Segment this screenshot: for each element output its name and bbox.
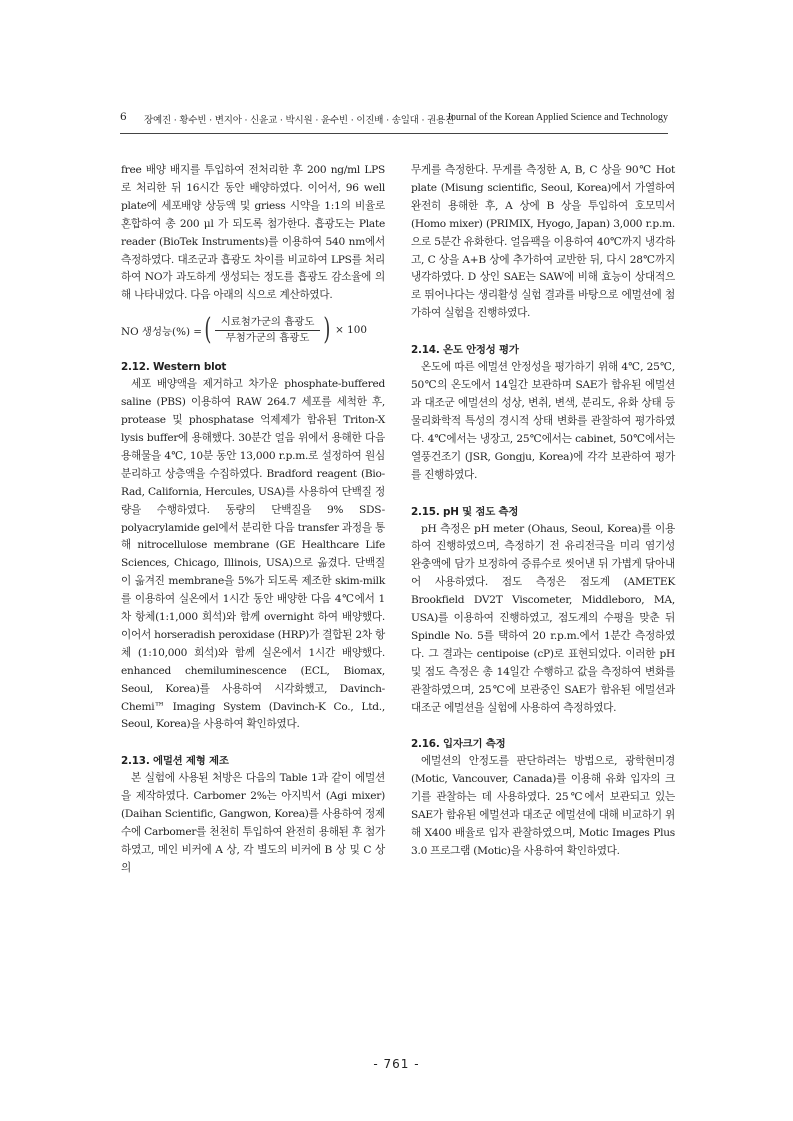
paragraph-emulsion-cont: 무게를 측정한다. 무게를 측정한 A, B, C 상을 90℃ Hot plate (Misung scientific, Seoul, Korea)에서 가열하여 완전히 용해한 후, A 상에 B 상을 투입하여 호모믹서 (Homo mixer) (PRIMIX, Hyogo, Japan) 3,000 r.p.m.으로 5분간 유화한다. 얼음팩을 이용하여 40℃까지 냉각하고, C 상을 A+B 상에 추가하여 교반한 뒤, 다시 28℃까지 냉각하였다. D 상인 SAE는 SAW에 비해 효능이 상대적으로 뛰어나다는 생리활성 실험 결과를 바탕으로 에멀션에 첨가하여 실험을 진행하였다. — [411, 164, 675, 320]
paragraph-particle-size: 에멀션의 안정도를 판단하려는 방법으로, 광학현미경 (Motic, Vancouver, Canada)를 이용해 유화 입자의 크기를 관찰하는 데 사용하였다. 25℃에서 보관되고 있는 SAE가 함유된 에멀션과 대조군 에멀션에 대해 비교하기 위해 X400 배율로 입자 관찰하였으며, Motic Images Plus 3.0 프로그램 (Motic)을 사용하여 확인하였다. — [411, 755, 675, 857]
heading-2-14: 2.14. 온도 안정성 평가 — [411, 344, 519, 357]
page-number-footer: - 761 - — [373, 1057, 420, 1071]
paragraph-emulsion-prep: 본 실험에 사용된 처방은 다음의 Table 1과 같이 에멀션을 제작하였다. Carbomer 2%는 아지빅서 (Agi mixer) (Daihan Scientific, Gangwon, Korea)를 사용하여 정제수에 Carbomer를 천천히 투입하여 완전히 용해된 후 첨가하였고, 메인 비커에 A 상, 각 별도의 비커에 B 상 및 C 상의 — [121, 772, 385, 874]
heading-2-16: 2.16. 입자크기 측정 — [411, 738, 506, 751]
left-column — [121, 162, 385, 878]
header-page-number: 6 — [120, 111, 127, 123]
header-rule — [120, 133, 668, 134]
paragraph-western-blot: 세포 배양액을 제거하고 차가운 phosphate-buffered saline (PBS) 이용하여 RAW 264.7 세포를 세척한 후, protease 및 phosphatase 억제제가 함유된 Triton-X lysis buffer에 용해했다. 30분간 얼음 위에서 용해한 다음 용해물을 4℃, 10분 동안 13,000 r.p.m.로 설정하여 원심분리하고 상층액을 수집하였다. Bradford reagent (Bio-Rad, California, Hercules, USA)를 사용하여 단백질 정량을 수행하였다. 동량의 단백질을 9% SDS-polyacrylamide gel에서 분리한 다음 transfer 과정을 통해 nitrocellulose membrane (GE Healthcare Life Sciences, Chicago, Illinois, USA)으로 옮겼다. 단백질이 옮겨진 membrane을 5%가 되도록 제조한 skim-milk를 이용하여 실온에서 1시간 동안 배양한 다음 4℃에서 1차 항체(1:1,000 희석)와 함께 overnight 하여 배양했다. 이어서 horseradish peroxidase (HRP)가 결합된 2차 항체 (1:10,000 희석)와 함께 실온에서 1시간 배양했다. enhanced chemiluminescence (ECL, Biomax, Seoul, Korea)를 사용하여 시각화했고, Davinch-Chemi™ Imaging System (Davinch-K Co., Ltd., Seoul, Korea)을 사용하여 확인하였다. — [121, 378, 385, 731]
formula-rhs: × 100 — [335, 324, 367, 337]
header-journal-title: Journal of the Korean Applied Science and Technology — [447, 112, 668, 123]
heading-2-15: 2.15. pH 및 점도 측정 — [411, 505, 519, 518]
paragraph-no-assay: free 배양 배지를 투입하여 전처리한 후 200 ng/ml LPS로 처리한 뒤 16시간 동안 배양하였다. 이어서, 96 well plate에 세포배양 상등액 및 griess 시약을 1:1의 비율로 혼합하여 총 200 μl 가 되도록 첨가한다. 흡광도는 Plate reader (BioTek Instruments)를 이용하여 540 nm에서 측정하였다. 대조군과 흡광도 차이를 비교하여 LPS를 처리하여 NO가 과도하게 생성되는 정도를 흡광도 감소율에 의해 나타내었다. 다음 아래의 식으로 계산하였다. — [121, 164, 385, 302]
formula-lhs: NO 생성능(%) = — [121, 325, 203, 338]
formula-numerator: 시료첨가군의 흡광도 — [220, 315, 315, 328]
right-paren: ) — [323, 312, 331, 348]
heading-2-12: 2.12. Western blot — [121, 361, 227, 374]
formula-fraction — [215, 315, 321, 346]
header-authors: 장예진 · 황수빈 · 변지아 · 신윤교 · 박시원 · 윤수빈 · 이진배 · 송일대 · 권용진 — [144, 115, 455, 126]
no-production-formula — [121, 310, 385, 350]
heading-2-13: 2.13. 에멀션 제형 제조 — [121, 755, 229, 768]
formula-denominator: 무첨가군의 흡광도 — [225, 331, 310, 344]
running-header — [120, 111, 668, 129]
left-paren: ( — [204, 312, 212, 348]
paragraph-temp-stability: 온도에 따른 에멀션 안정성을 평가하기 위해 4℃, 25℃, 50℃의 온도에서 14일간 보관하며 SAE가 함유된 에멀션과 대조군 에멀션의 성상, 변취, 변색, 분리도, 유화 상태 등 물리화학적 특성의 경시적 상태 변화를 관찰하여 평가하였다. 4℃에서는 냉장고, 25℃에서는 cabinet, 50℃에서는 열풍건조기 (JSR, Gongju, Korea)에 각각 보관하여 평가를 진행하였다. — [411, 361, 675, 481]
right-column — [411, 162, 675, 861]
paragraph-ph-viscosity: pH 측정은 pH meter (Ohaus, Seoul, Korea)를 이용하여 진행하였으며, 측정하기 전 유리전극을 미리 염기성 완충액에 담가 보정하여 증류수로 씻어낸 뒤 가볍게 닦아내어 사용하였다. 점도 측정은 점도계 (AMETEK Brookfield DV2T Viscometer, Middleboro, MA, USA)를 이용하여 진행하였고, 점도계의 수평을 맞춘 뒤 Spindle No. 5를 택하여 20 r.p.m.에서 1분간 측정하였다. 그 결과는 centipoise (cP)로 표현되었다. 이러한 pH 및 점도 측정은 총 14일간 수행하고 값을 측정하여 변화를 관찰하였으며, 25℃에 보관중인 SAE가 함유된 에멀션과 대조군 에멀션을 실험에 사용하여 측정하였다. — [411, 522, 675, 714]
